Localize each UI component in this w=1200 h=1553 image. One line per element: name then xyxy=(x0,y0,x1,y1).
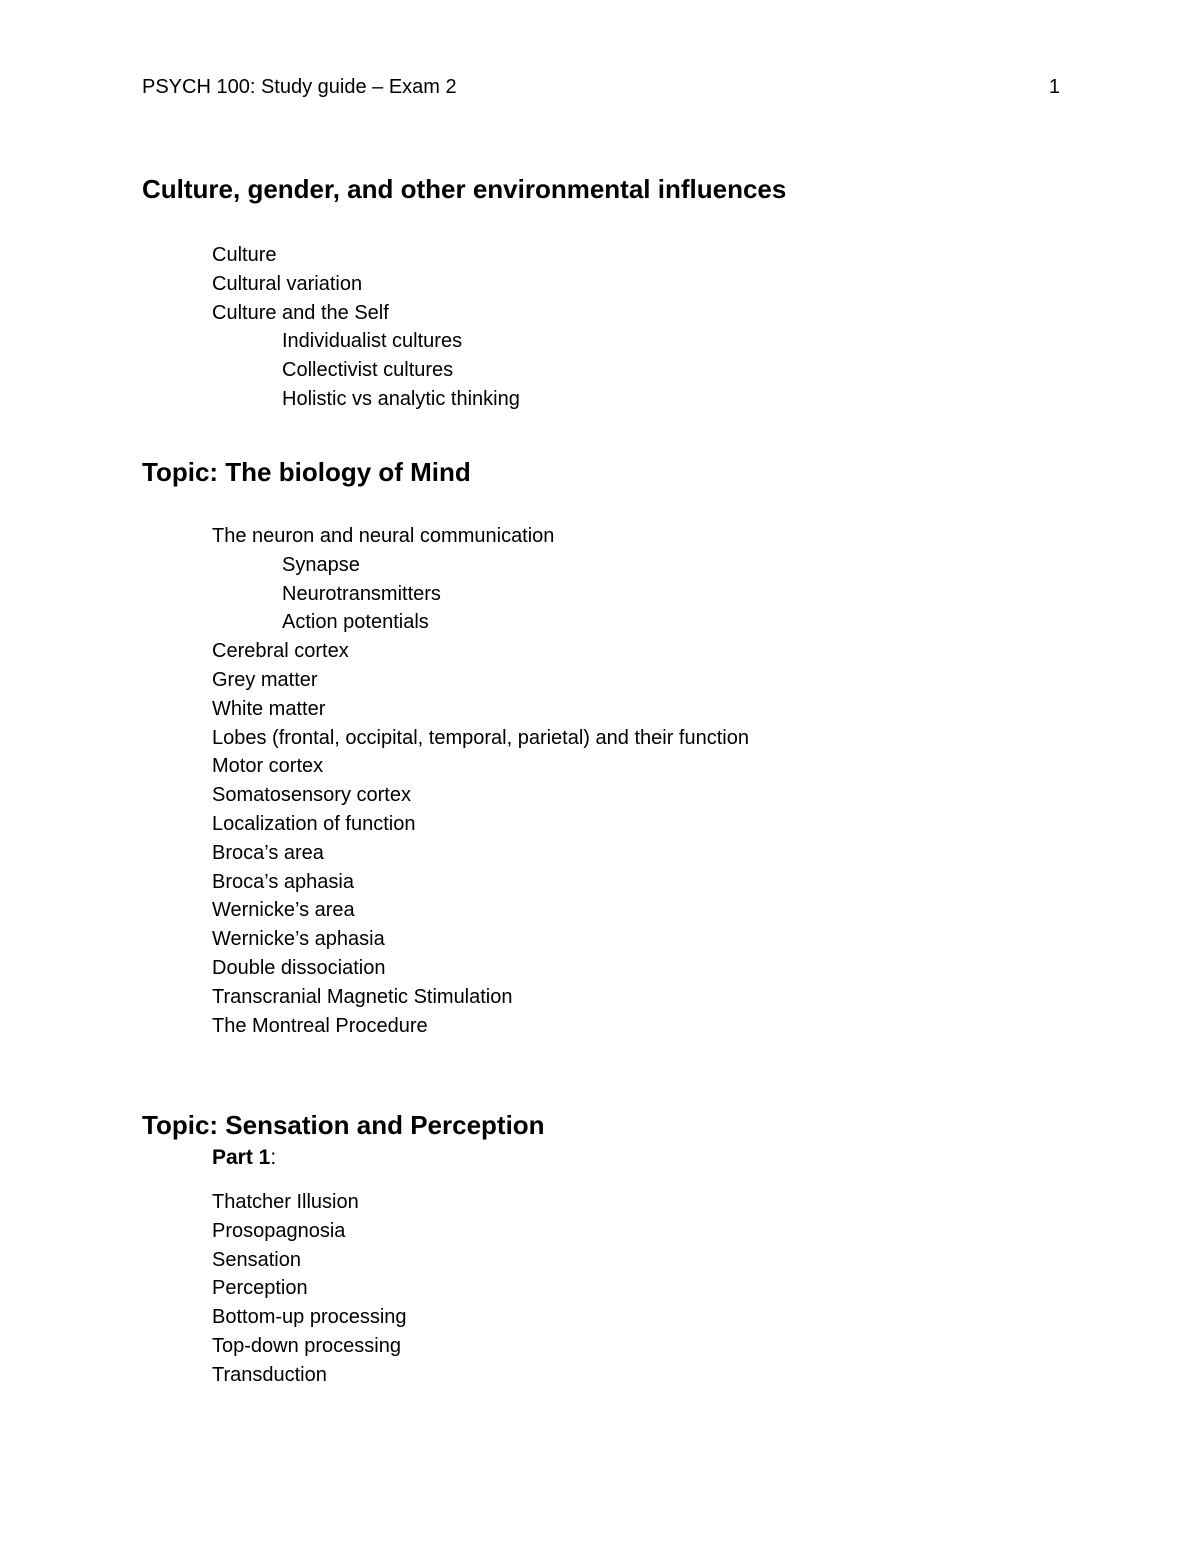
topic-item: The Montreal Procedure xyxy=(212,1014,428,1037)
sub-topic-item: Action potentials xyxy=(282,611,429,634)
sub-topic-item: Synapse xyxy=(282,553,360,576)
topic-item: Culture xyxy=(212,244,277,266)
topic-item: Sensation xyxy=(212,1248,301,1271)
sub-topic-item: Collectivist cultures xyxy=(282,359,454,382)
topic-item: White matter xyxy=(212,697,326,720)
section-heading: Topic: The biology of Mind xyxy=(142,457,471,487)
part-label-suffix: : xyxy=(270,1146,277,1169)
document-title: PSYCH 100: Study guide – Exam 2 xyxy=(142,76,457,98)
topic-item: Localization of function xyxy=(212,812,416,835)
topic-item: Top-down processing xyxy=(212,1334,401,1357)
topic-item: Transduction xyxy=(212,1363,327,1386)
topic-item: Wernicke’s aphasia xyxy=(212,928,385,951)
page-number: 1 xyxy=(1048,76,1060,98)
topic-item: The neuron and neural communication xyxy=(212,525,555,547)
topic-list xyxy=(142,522,1060,1040)
topic-item: Thatcher Illusion xyxy=(212,1191,359,1213)
topic-item: Perception xyxy=(212,1277,308,1300)
sub-topic-item: Holistic vs analytic thinking xyxy=(282,387,520,410)
topic-item: Double dissociation xyxy=(212,956,386,979)
topic-item: Wernicke’s area xyxy=(212,899,355,922)
topic-item: Broca’s area xyxy=(212,841,324,864)
topic-item: Prosopagnosia xyxy=(212,1219,346,1242)
topic-item: Cultural variation xyxy=(212,272,363,295)
page-header xyxy=(142,72,1060,102)
topic-list xyxy=(142,1188,1060,1390)
topic-item: Lobes (frontal, occipital, temporal, parietal) and their function xyxy=(212,726,749,749)
topic-item: Transcranial Magnetic Stimulation xyxy=(212,985,513,1008)
sub-topic-item: Neurotransmitters xyxy=(282,582,441,605)
section-sensation-perception xyxy=(142,1108,1060,1390)
part-label xyxy=(212,1144,1060,1172)
part-label-text: Part 1 xyxy=(212,1146,271,1169)
section-biology-of-mind xyxy=(142,455,1060,1040)
section-culture xyxy=(142,172,1060,414)
topic-item: Culture and the Self xyxy=(212,301,389,324)
topic-list xyxy=(142,241,1060,414)
topic-item: Broca’s aphasia xyxy=(212,870,354,893)
sub-topic-item: Individualist cultures xyxy=(282,330,463,353)
section-heading: Topic: Sensation and Perception xyxy=(142,1110,545,1140)
topic-item: Motor cortex xyxy=(212,755,324,778)
topic-item: Somatosensory cortex xyxy=(212,784,411,807)
topic-item: Bottom-up processing xyxy=(212,1306,407,1329)
section-heading: Culture, gender, and other environmental influences xyxy=(142,174,787,204)
topic-item: Cerebral cortex xyxy=(212,640,349,663)
topic-item: Grey matter xyxy=(212,668,318,691)
